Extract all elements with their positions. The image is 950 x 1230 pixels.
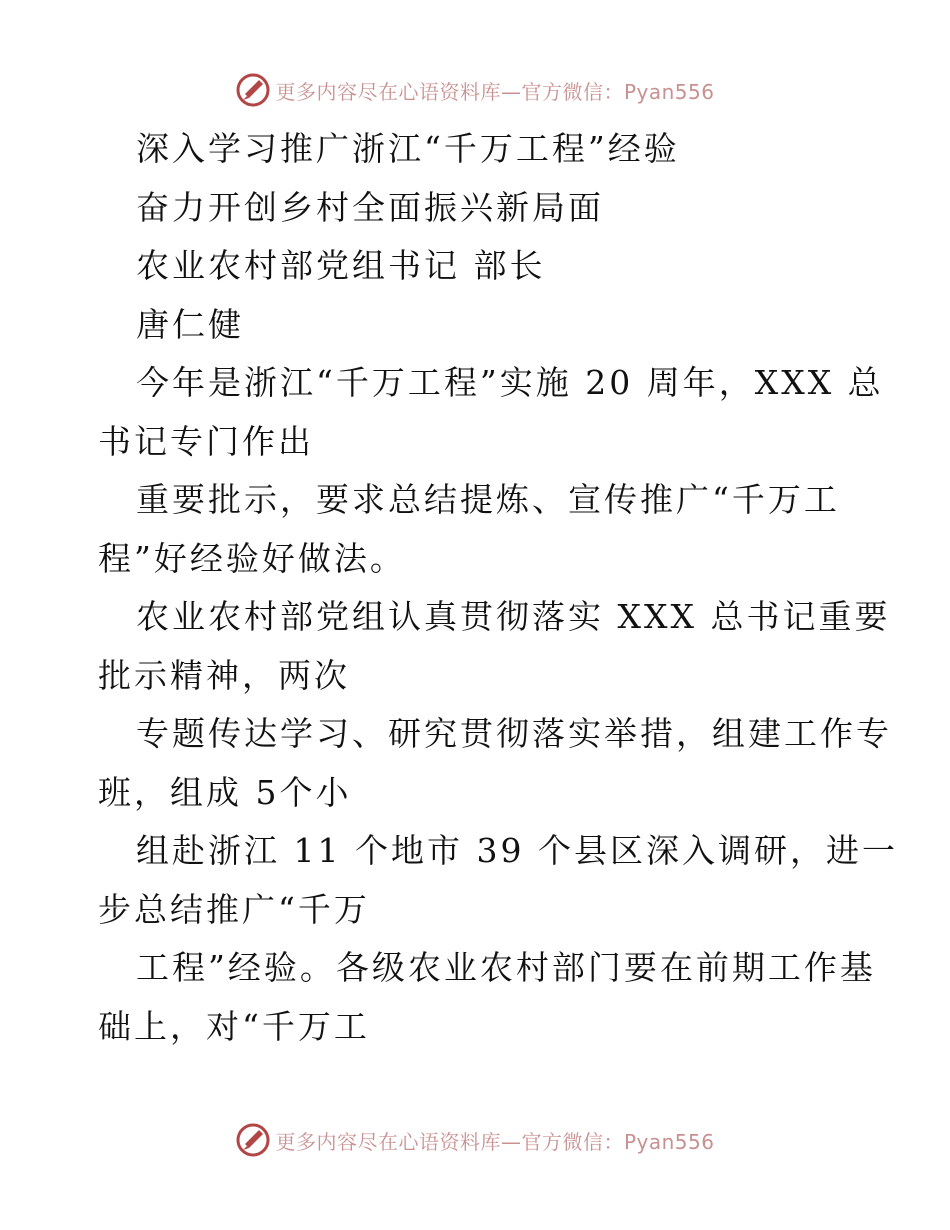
title-line-2: 奋力开创乡村全面振兴新局面: [136, 187, 604, 227]
paragraph-line: 批示精神，两次: [98, 655, 350, 695]
paragraph-line: 础上，对“千万工: [98, 1006, 370, 1046]
brand-logo-icon: [235, 72, 271, 108]
paragraph-line: 农业农村部党组认真贯彻落实 XXX 总书记重要: [136, 597, 891, 636]
paragraph-line: 今年是浙江“千万工程”实施 20 周年，XXX 总: [136, 363, 884, 402]
brand-logo-icon: [235, 1122, 271, 1158]
header-banner-text: 更多内容尽在心语资料库—官方微信：Pyan556: [275, 79, 715, 104]
header-banner: [0, 70, 950, 110]
paragraph-line: 书记专门作出: [98, 421, 314, 461]
document-body: [98, 120, 898, 1056]
footer-banner-text: 更多内容尽在心语资料库—官方微信：Pyan556: [275, 1129, 715, 1154]
paragraph-line: 专题传达学习、研究贯彻落实举措，组建工作专: [136, 714, 892, 753]
paragraph-line: 班，组成 5个小: [98, 772, 352, 812]
footer-banner: [0, 1120, 950, 1160]
paragraph-line: 组赴浙江 11 个地市 39 个县区深入调研，进一: [136, 831, 898, 870]
author-position: 农业农村部党组书记 部长: [136, 246, 546, 285]
paragraph-line: 程”好经验好做法。: [98, 538, 406, 578]
paragraph-line: 工程”经验。各级农业农村部门要在前期工作基: [136, 948, 876, 987]
paragraph-line: 步总结推广“千万: [98, 889, 370, 929]
author-name: 唐仁健: [136, 304, 244, 344]
title-line-1: 深入学习推广浙江“千万工程”经验: [136, 129, 680, 168]
paragraph-line: 重要批示，要求总结提炼、宣传推广“千万工: [136, 480, 840, 519]
